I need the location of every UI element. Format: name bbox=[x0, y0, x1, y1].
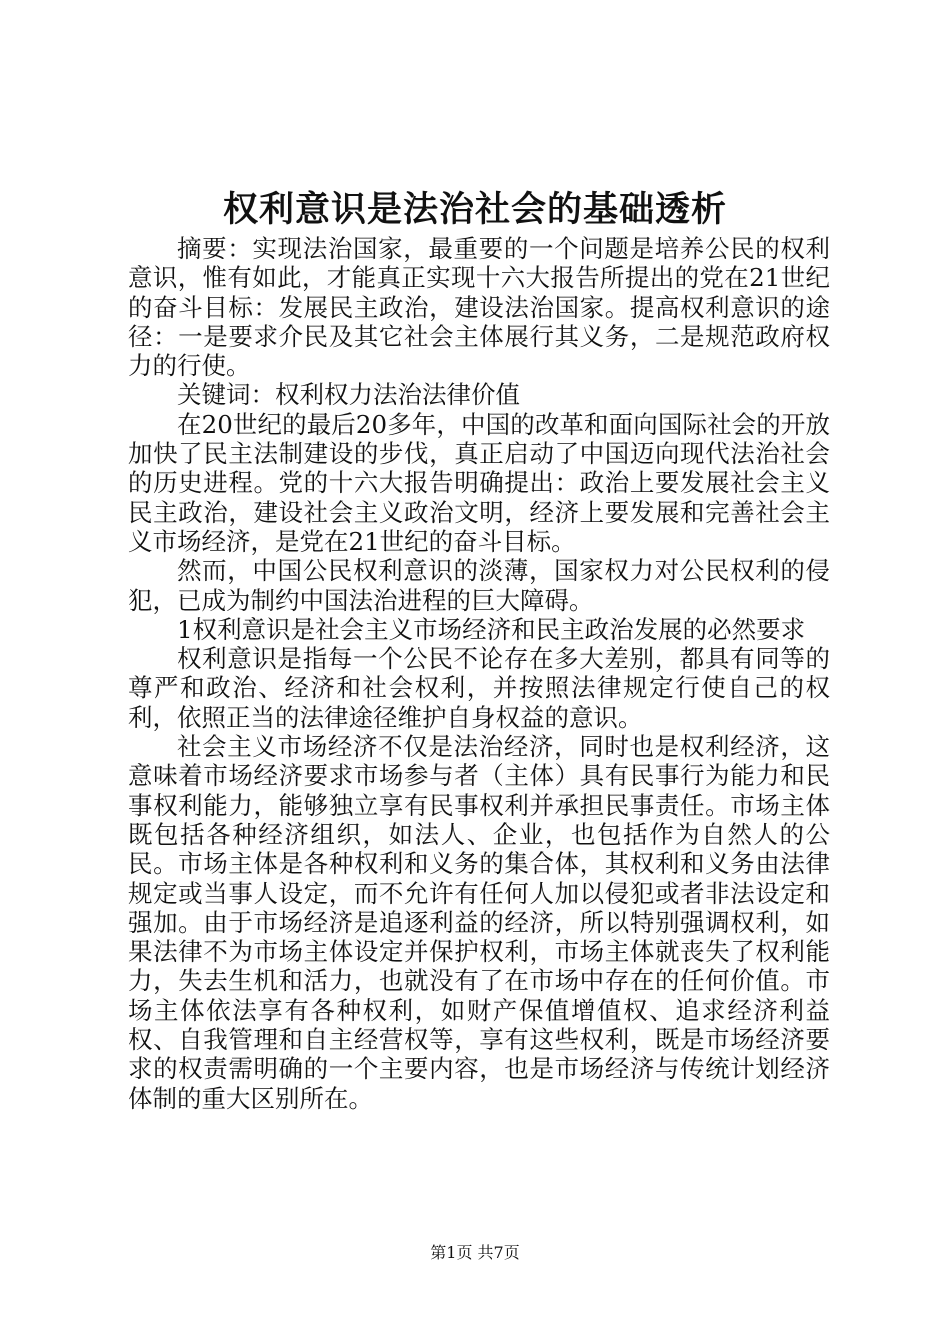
abstract-paragraph: 摘要：实现法治国家，最重要的一个问题是培养公民的权利意识，惟有如此，才能真正实现十六大报告所提出的党在21世纪的奋斗目标：发展民主政治，建设法治国家。提高权利意识的途径：一是要求介民及其它社会主体展行其义务，二是规范政府权力的行使。 bbox=[128, 234, 830, 381]
body-paragraph: 在20世纪的最后20多年，中国的改革和面向国际社会的开放加快了民主法制建设的步伐，真正启动了中国迈向现代法治社会的历史进程。党的十六大报告明确提出：政治上要发展社会主义民主政治，建设社会主义政治文明，经济上要发展和完善社会主义市场经济，是党在21世纪的奋斗目标。 bbox=[128, 409, 830, 556]
body-paragraph: 社会主义市场经济不仅是法治经济，同时也是权利经济，这意味着市场经济要求市场参与者（主体）具有民事行为能力和民事权利能力，能够独立享有民事权利并承担民事责任。市场主体既包括各种经济组织，如法人、企业，也包括作为自然人的公民。市场主体是各种权利和义务的集合体，其权利和义务由法律规定或当事人设定，而不允许有任何人加以侵犯或者非法设定和强加。由于市场经济是追逐利益的经济，所以特别强调权利，如果法律不为市场主体设定并保护权利，市场主体就丧失了权利能力，失去生机和活力，也就没有了在市场中存在的任何价值。市场主体依法享有各种权利，如财产保值增值权、追求经济利益权、自我管理和自主经营权等，享有这些权利，既是市场经济要求的权责需明确的一个主要内容，也是市场经济与传统计划经济体制的重大区别所在。 bbox=[128, 732, 830, 1113]
keywords-paragraph: 关键词：权利权力法治法律价值 bbox=[177, 380, 520, 410]
document-body bbox=[128, 234, 830, 1113]
body-paragraph: 然而，中国公民权利意识的淡薄，国家权力对公民权利的侵犯，已成为制约中国法治进程的巨大障碍。 bbox=[128, 556, 830, 615]
section-heading: 1权利意识是社会主义市场经济和民主政治发展的必然要求 bbox=[177, 614, 806, 644]
page-footer: 第1页 共7页 bbox=[430, 1243, 520, 1262]
page-title: 权利意识是法治社会的基础透析 bbox=[222, 189, 727, 230]
body-paragraph: 权利意识是指每一个公民不论存在多大差别，都具有同等的尊严和政治、经济和社会权利，并按照法律规定行使自己的权利，依照正当的法律途径维护自身权益的意识。 bbox=[128, 644, 830, 732]
